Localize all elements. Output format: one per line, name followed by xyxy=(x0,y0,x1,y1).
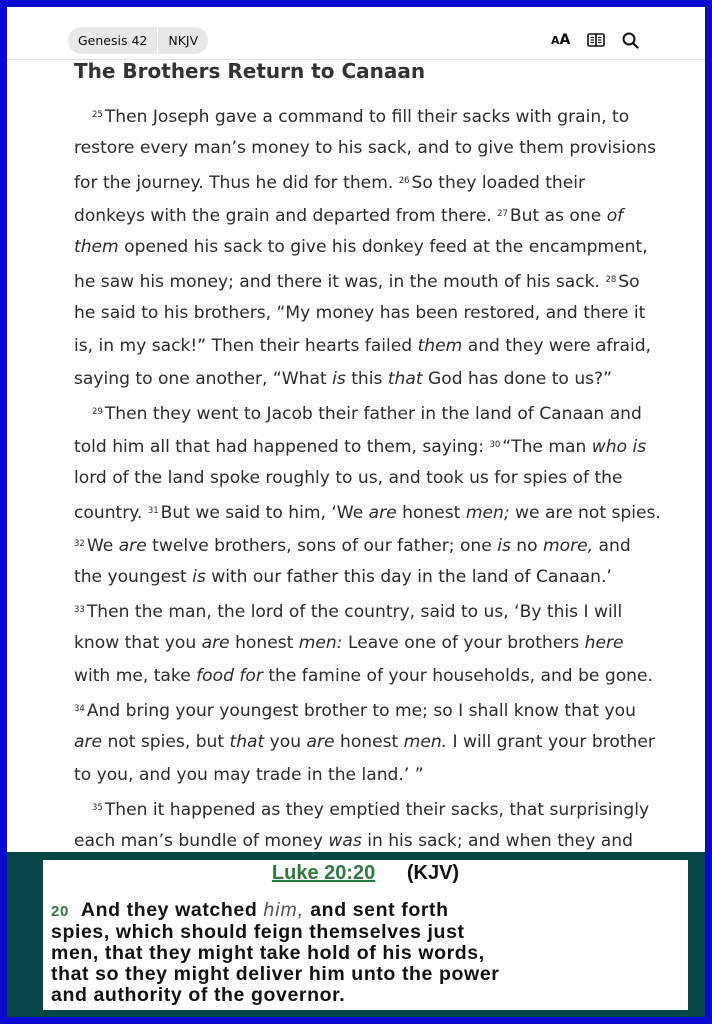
passage-line: know that you are honest men: Leave one of your brothers here xyxy=(74,633,624,653)
text-size-icon[interactable]: A A xyxy=(551,32,571,48)
passage-line: restore every man’s money to his sack, and to give them provisions xyxy=(74,138,657,158)
verse-number: 30 xyxy=(489,440,501,450)
overlay-line: spies, which should feign themselves just xyxy=(51,921,465,943)
verse-number: 35 xyxy=(92,803,103,813)
verse-number: 27 xyxy=(497,209,508,219)
verse-number: 25 xyxy=(92,110,103,120)
overlay-reference-link[interactable]: Luke 20:20 xyxy=(271,862,376,884)
verse-number: 33 xyxy=(74,605,85,615)
passage-text xyxy=(74,99,661,852)
chapter-selector[interactable]: Genesis 42 xyxy=(78,33,148,48)
bible-reader-page xyxy=(7,7,705,852)
passage-line: he said to his brothers, “My money has been restored, and there it xyxy=(74,303,646,323)
overlay-panel xyxy=(7,852,705,1017)
verse-number: 28 xyxy=(605,275,617,285)
passage-line: with me, take food for the famine of your households, and be gone. xyxy=(74,666,653,686)
passage-line: saying to one another, “What is this that God has done to us?” xyxy=(74,369,612,389)
version-selector[interactable]: NKJV xyxy=(168,33,199,48)
passage-line: $^{35}$ Then it happened as they emptied their sacks, that surprisingly xyxy=(92,800,650,820)
passage-line: $^{25}$ Then Joseph gave a command to fill their sacks with grain, to xyxy=(92,107,630,127)
passage-line: them opened his sack to give his donkey feed at the encampment, xyxy=(74,237,648,257)
passage-line: country. $^{31}$ But we said to him, ‘We are honest men; we are not spies. xyxy=(74,503,661,523)
passage-line: are not spies, but that you are honest men. I will grant your brother xyxy=(74,732,655,752)
passage-line: to you, and you may trade in the land.’ ” xyxy=(74,765,424,785)
overlay-verse-text xyxy=(51,900,687,1006)
passage-line: he saw his money; and there it was, in the mouth of his sack. $^{28}$ So xyxy=(74,272,640,292)
passage-line: each man’s bundle of money was in his sack; and when they and xyxy=(74,831,633,851)
verse-number: 34 xyxy=(74,704,85,714)
search-icon[interactable] xyxy=(620,31,640,49)
book-icon[interactable] xyxy=(585,31,607,49)
passage-line: $^{29}$ Then they went to Jacob their father in the land of Canaan and xyxy=(92,404,642,424)
passage-line: $^{32}$ We are twelve brothers, sons of our father; one is no more, and xyxy=(74,536,631,556)
overlay-verse-number: 20 xyxy=(51,903,69,920)
overlay-line: men, that they might take hold of his words, xyxy=(51,942,485,964)
verse-number: 26 xyxy=(398,176,410,186)
verse-number: 31 xyxy=(147,506,159,516)
verse-number: 32 xyxy=(74,539,85,549)
overlay-line: and authority of the governor. xyxy=(51,984,346,1006)
passage-line: donkeys with the grain and departed from there. $^{27}$ But as one of xyxy=(74,206,624,226)
overlay-line: that so they might deliver him unto the power xyxy=(51,963,500,985)
overlay-verse-card xyxy=(43,860,688,1010)
section-heading: The Brothers Return to Canaan xyxy=(74,59,426,83)
passage-line: for the journey. Thus he did for them. $^{26}$ So they loaded their xyxy=(74,173,586,193)
passage-line: told him all that had happened to them, saying: $^{30}$ “The man who is xyxy=(74,437,647,457)
passage-line: is, in my sack!” Then their hearts failed them and they were afraid, xyxy=(74,336,652,356)
passage-line: $^{34}$ And bring your youngest brother to me; so I shall know that you xyxy=(74,701,636,721)
passage-line: $^{33}$ Then the man, the lord of the country, said to us, ‘By this I will xyxy=(74,602,623,622)
verse-number: 29 xyxy=(92,407,103,417)
chapter-version-selector[interactable] xyxy=(68,27,208,54)
passage-line: the youngest is with our father this day in the land of Canaan.’ xyxy=(74,567,612,587)
passage-line: lord of the land spoke roughly to us, and took us for spies of the xyxy=(74,468,623,488)
overlay-line: 20 And they watched him, and sent forth xyxy=(51,899,449,921)
overlay-reference-row xyxy=(43,862,688,885)
overlay-version: (KJV) xyxy=(406,862,460,884)
reader-toolbar xyxy=(7,7,705,60)
